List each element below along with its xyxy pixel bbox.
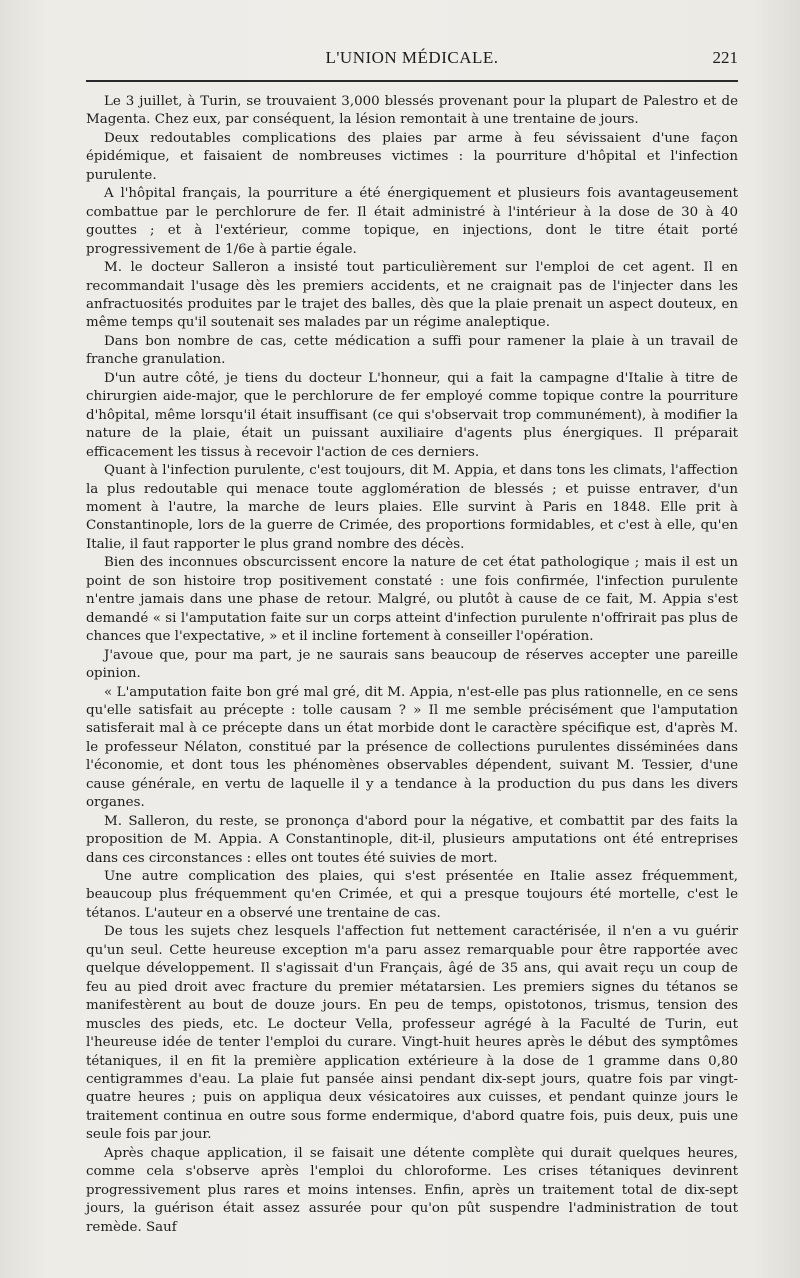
paragraph: D'un autre côté, je tiens du docteur L'honneur, qui a fait la campagne d'Italie à titre de chirurgien aide-major, que le perchlorure de fer employé comme topique contre la pourriture d'hôpital, même lorsqu'il était insuffisant (ce qui s'observait trop communément), à modifier la nature de la plaie, était un puissant auxiliaire d'agents plus énergiques. Il préparait efficacement les tissus à recevoir l'action de ces derniers. <box>86 370 738 460</box>
page-header <box>84 48 740 72</box>
paragraph: Quant à l'infection purulente, c'est toujours, dit M. Appia, et dans tons les climats, l'affection la plus redoutable qui menace toute agglomération de blessés ; et puisse entraver, d'un moment à l'autre, la marche de leurs plaies. Elle survint à Paris en 1848. Elle prit à Constantinople, lors de la guerre de Crimée, des proportions formidables, et c'est à elle, qu'en Italie, il faut rapporter le plus grand nombre des décès. <box>86 463 738 552</box>
running-title: L'UNION MÉDICALE. <box>325 48 499 67</box>
paragraph: Bien des inconnues obscurcissent encore la nature de cet état pathologique ; mais il est un point de son histoire trop positivement constaté : une fois confirmée, l'infection purulente n'entre jamais dans une phase de retour. Malgré, ou plutôt à cause de ce fait, M. Appia s'est demandé « si l'amputation faite sur un corps atteint d'infection purulente n'offrirait pas plus de chances que l'expectative, » et il incline fortement à conseiller l'opération. <box>86 555 738 645</box>
paragraph: M. Salleron, du reste, se prononça d'abord pour la négative, et combattit par des faits la proposition de M. Appia. A Constantinople, dit-il, plusieurs amputations ont été entreprises dans ces circonstances : elles ont toutes été suivies de mort. <box>86 813 738 866</box>
page-number: 221 <box>712 48 738 67</box>
paragraph: De tous les sujets chez lesquels l'affection fut nettement caractérisée, il n'en a vu guérir qu'un seul. Cette heureuse exception m'a paru assez remarquable pour être rapportée avec quelque développement. Il s'agissait d'un Français, âgé de 35 ans, qui avait reçu un coup de feu au pied droit avec fracture du premier métatarsien. Les premiers signes du tétanos se manifestèrent au bout de douze jours. En peu de temps, opistotonos, trismus, tension des muscles des pieds, etc. Le docteur Vella, professeur agrégé à la Faculté de Turin, eut l'heureuse idée de tenter l'emploi du curare. Vingt-huit heures après le début des symptômes tétaniques, il en fit la première application extérieure à la dose de 1 gramme dans 0,80 centigrammes d'eau. La plaie fut pansée ainsi pendant dix-sept jours, quatre fois par vingt-quatre heures ; puis on appliqua deux vésicatoires aux cuisses, et pendant quinze jours le traitement continua en outre sous forme endermique, d'abord quatre fois, puis deux, puis une seule fois par jour. <box>86 924 738 1143</box>
paragraph: « L'amputation faite bon gré mal gré, dit M. Appia, n'est-elle pas plus rationnelle, en ce sens qu'elle satisfait au précepte : tolle causam ? » Il me semble précisément que l'amputation satisferait mal à ce précepte dans un état morbide dont le caractère spécifique est, d'après M. le professeur Nélaton, constitué par la présence de collections purulentes disséminées dans l'économie, et dont tous les phénomènes observables dépendent, suivant M. Tessier, d'une cause générale, en vertu de laquelle il y a tendance à la production du pus dans les divers organes. <box>86 684 738 811</box>
paragraph: Dans bon nombre de cas, cette médication a suffi pour ramener la plaie à un travail de franche granulation. <box>86 333 738 368</box>
paragraph: A l'hôpital français, la pourriture a été énergiquement et plusieurs fois avantageusement combattue par le perchlorure de fer. Il était administré à l'intérieur à la dose de 30 à 40 gouttes ; et à l'extérieur, comme topique, en injections, dont le titre était porté progressivement de 1/6e à partie égale. <box>86 186 738 257</box>
body-text <box>86 93 738 1237</box>
paragraph: Le 3 juillet, à Turin, se trouvaient 3,000 blessés provenant pour la plupart de Palestro et de Magenta. Chez eux, par conséquent, la lésion remontait à une trentaine de jours. <box>86 94 738 128</box>
paragraph: Après chaque application, il se faisait une détente complète qui durait quelques heures, comme cela s'observe après l'emploi du chloroforme. Les crises tétaniques devinrent progressivement plus rares et moins intenses. Enfin, après un traitement total de dix-sept jours, la guérison était assez assurée pour qu'on pût suspendre l'administration de tout remède. Sauf <box>86 1145 738 1235</box>
paragraph: Une autre complication des plaies, qui s'est présentée en Italie assez fréquemment, beaucoup plus fréquemment qu'en Crimée, et qui a presque toujours été mortelle, c'est le tétanos. L'auteur en a observé une trentaine de cas. <box>86 869 738 921</box>
paragraph: J'avoue que, pour ma part, je ne saurais sans beaucoup de réserves accepter une pareille opinion. <box>86 647 738 682</box>
paragraph: Deux redoutables complications des plaies par arme à feu sévissaient d'une façon épidémique, et faisaient de nombreuses victimes : la pourriture d'hôpital et l'infection purulente. <box>86 130 738 183</box>
header-rule <box>86 80 738 82</box>
paragraph: M. le docteur Salleron a insisté tout particulièrement sur l'emploi de cet agent. Il en recommandait l'usage dès les premiers accidents, et ne craignait pas de l'injecter dans les anfractuosités produites par le trajet des balles, dès que la plaie prenait un aspect douteux, en même temps qu'il soutenait ses malades par un régime analeptique. <box>86 260 738 331</box>
